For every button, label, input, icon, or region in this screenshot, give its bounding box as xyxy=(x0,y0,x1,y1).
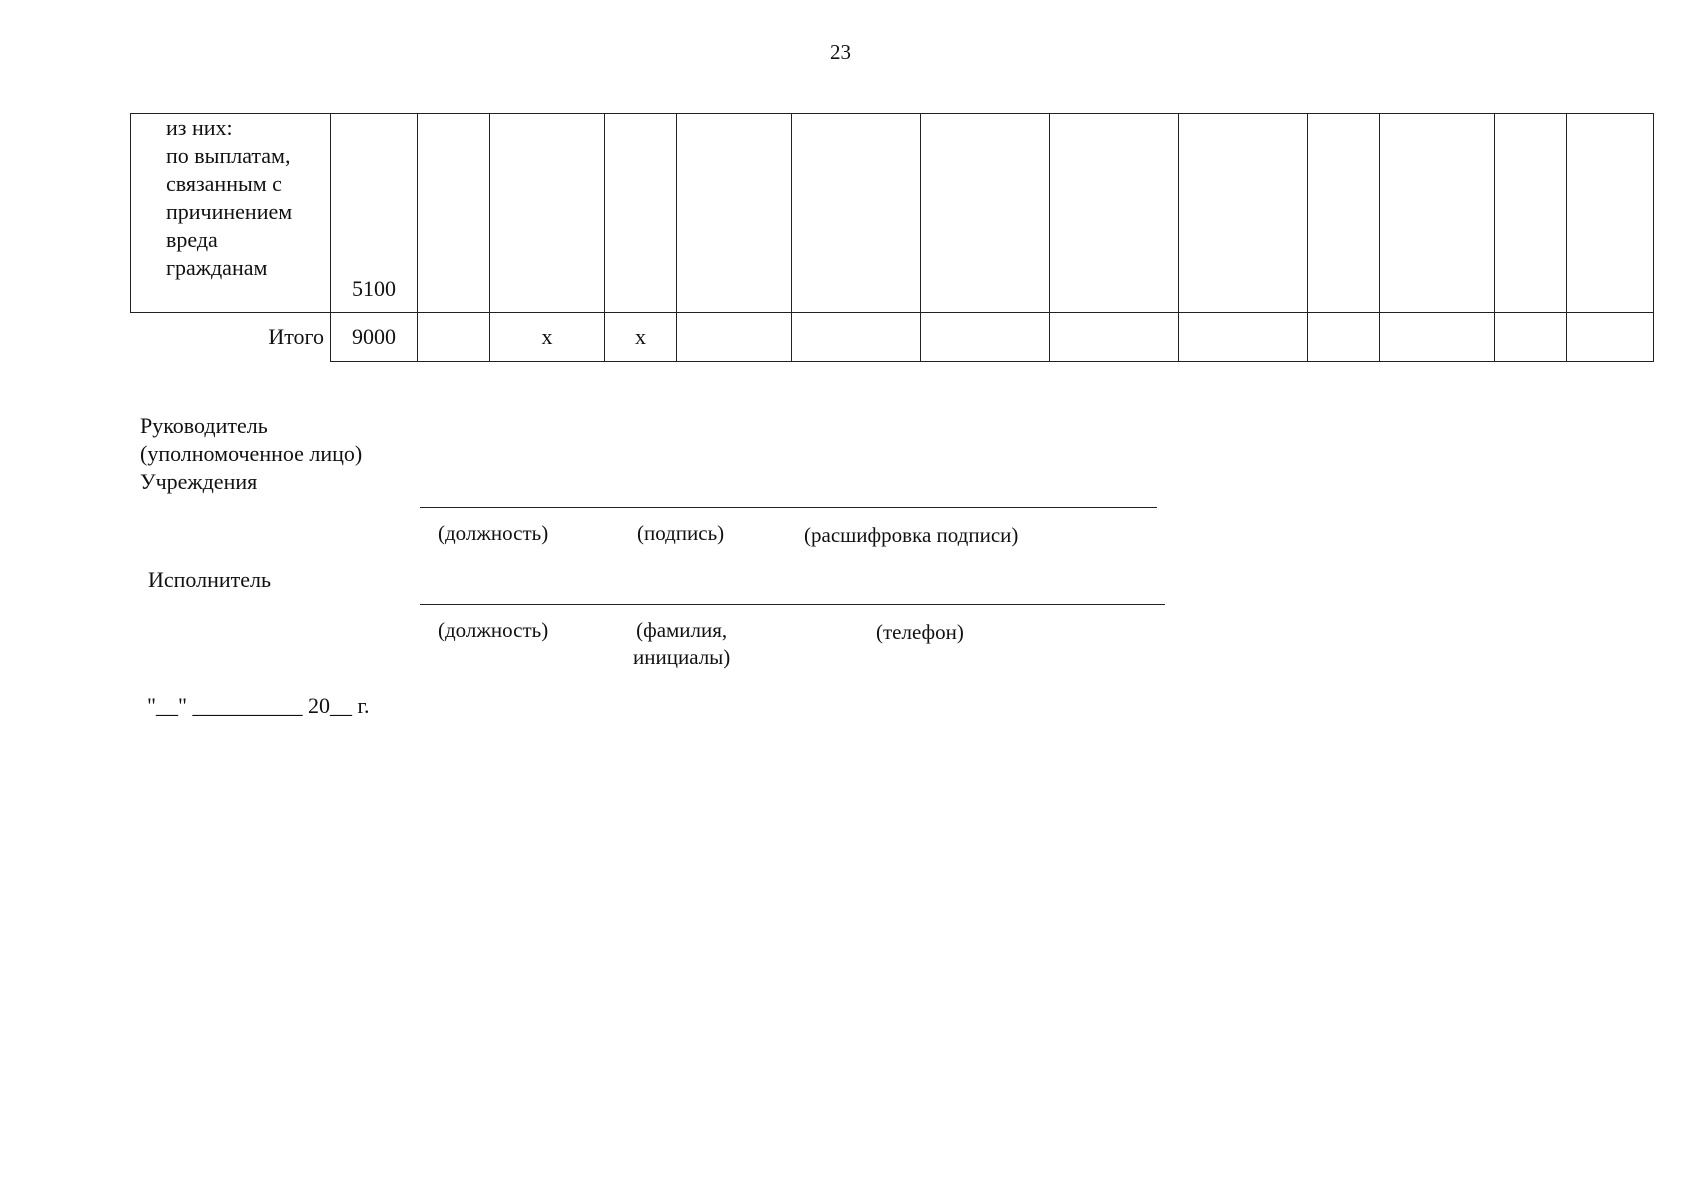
table-cell xyxy=(792,313,921,362)
desc-line: по выплатам, xyxy=(166,143,291,168)
table-cell xyxy=(1567,313,1654,362)
table-cell xyxy=(418,313,490,362)
desc-line: из них: xyxy=(166,115,233,140)
caption-name-initials xyxy=(633,617,730,671)
table-row-total xyxy=(131,313,1654,362)
table-cell-x: x xyxy=(490,313,605,362)
table-cell xyxy=(792,114,921,313)
page-number: 23 xyxy=(830,40,851,64)
head-label xyxy=(140,412,362,496)
total-code: 9000 xyxy=(331,313,418,362)
table-cell xyxy=(418,114,490,313)
caption-phone: (телефон) xyxy=(876,620,964,644)
row-code: 5100 xyxy=(331,114,418,313)
table-cell xyxy=(1380,313,1495,362)
desc-line: вреда xyxy=(166,227,218,252)
report-table xyxy=(130,113,1654,362)
caption-position: (должность) xyxy=(438,521,549,545)
head-line: Учреждения xyxy=(140,469,258,494)
table-cell xyxy=(921,114,1050,313)
table-cell-x: x xyxy=(605,313,677,362)
table-cell xyxy=(490,114,605,313)
table-cell xyxy=(1050,114,1179,313)
table-cell xyxy=(1380,114,1495,313)
desc-line: гражданам xyxy=(166,255,268,280)
total-label: Итого xyxy=(268,324,324,350)
table-cell xyxy=(677,114,792,313)
date-line: "__" __________ 20__ г. xyxy=(147,693,370,718)
table-row xyxy=(131,114,1654,313)
desc-line: связанным с xyxy=(166,171,282,196)
table-cell xyxy=(1050,313,1179,362)
desc-line: причинением xyxy=(166,199,293,224)
caption-signature-decoding: (расшифровка подписи) xyxy=(804,523,1019,547)
table-cell xyxy=(1567,114,1654,313)
table-cell xyxy=(1308,313,1380,362)
executor-label: Исполнитель xyxy=(148,567,272,592)
caption-position: (должность) xyxy=(438,618,549,642)
table-cell xyxy=(1308,114,1380,313)
caption-signature: (подпись) xyxy=(637,521,725,545)
table-cell xyxy=(677,313,792,362)
table-cell xyxy=(1495,313,1567,362)
table-cell xyxy=(921,313,1050,362)
row-description xyxy=(131,114,331,313)
head-line: Руководитель xyxy=(140,413,268,438)
table-cell xyxy=(1495,114,1567,313)
caption-line: инициалы) xyxy=(633,645,731,669)
head-signature-line xyxy=(420,507,1157,508)
table-cell xyxy=(1179,313,1308,362)
table-cell xyxy=(1179,114,1308,313)
executor-signature-line xyxy=(420,604,1165,605)
caption-line: (фамилия, xyxy=(636,618,728,642)
head-line: (уполномоченное лицо) xyxy=(140,441,363,466)
table-cell xyxy=(605,114,677,313)
